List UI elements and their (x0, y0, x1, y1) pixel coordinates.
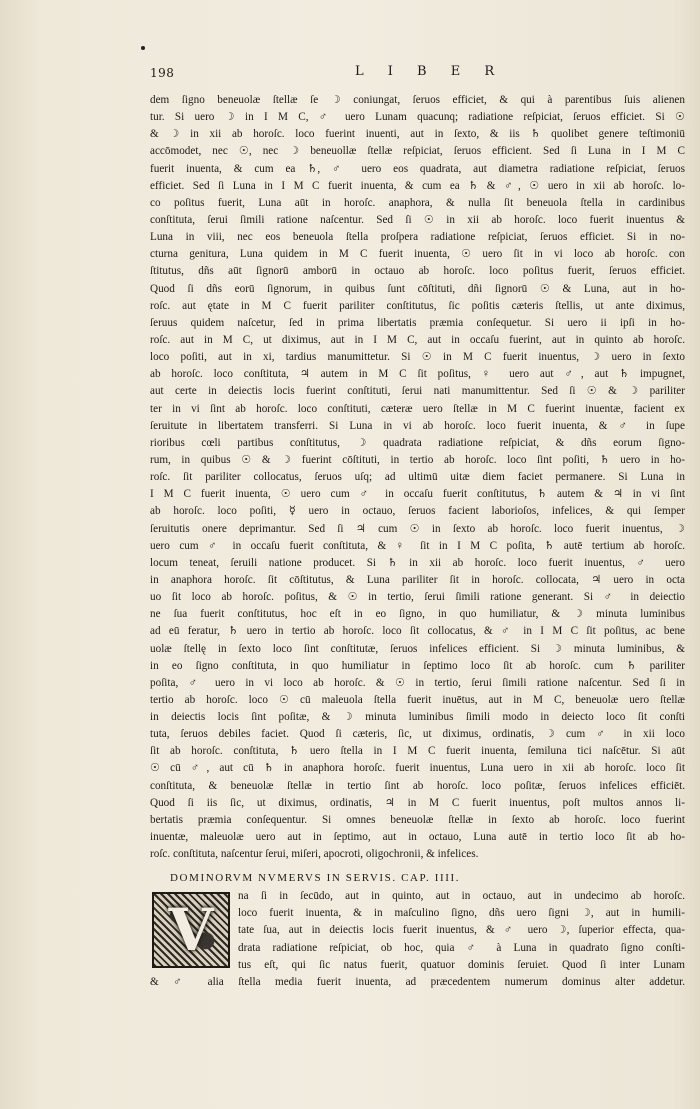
text-line: roſc. conſtituta, naſcentur ſerui, miſeri, apocroti, oligochronii, & infelices. (150, 848, 479, 861)
text-line: cturna genitura, Luna quidem in M C fuerit inuenta, ☉ uero ſit in vi loco ab horoſc. con (150, 248, 685, 261)
text-line: roſc. ſit pariliter collocatus, ſeruos uſq; ad ultimū uitæ diem faciet permanere. Si Luna in (150, 471, 685, 484)
text-line: ſit ab horoſc. conſtituta, ♄ uero ſtella in I M C fuerit inuenta, ſemiluna tici naſcētur. Si aūt (150, 745, 685, 758)
text-line: & ☽ in xii ab horoſc. loco fuerint inuenti, aut in ſexto, & iis ♄ quolibet genere teſtimoniū (150, 128, 685, 141)
text-line: rioribus cœli partibus conſtitutus, ☽ quadrata radiatione reſpiciat, & dñs eorum ſigno- (150, 436, 685, 449)
text-line: aut certe in deiectis locis fuerint conſtituti, ſerui nati manumittentur. Sed ſi ☉ & ☽ pariliter (150, 385, 685, 398)
text-line: ad eū feratur, ♄ uero in tertio ab horoſc. loco ſit collocatus, & ♂ in I M C ſit poſitus, ac bene (150, 625, 685, 638)
text-line: dem ſigno beneuolæ ſtellæ ſe ☽ coniungat, ſeruos efficiet, & qui à parentibus ſuis alienen (150, 94, 685, 106)
chapter-line: drata radiatione reſpiciat, ob hoc, quia ♂ à Luna in quadrato ſigno conſti- (238, 941, 685, 954)
text-line: roſc. aut ętate in M C fuerit pariliter conſtitutus, ſic poſitis cæteris ſtellis, ut ante diximus, (150, 299, 685, 312)
chapter-line: na ſi in ſecūdo, aut in quinto, aut in octauo, aut in undecimo ab horoſc. (238, 890, 685, 902)
text-line: ſeruitute in libertatem transferri. Si Luna in vi ab horoſc. loco fuerit inuenta, & ♂ in ſupe (150, 419, 685, 432)
text-line: co poſitus fuerit, Luna aūt in horoſc. anaphora, & nulla ſit beneuola ſtella in cardinibus (150, 196, 685, 209)
text-line: uero cum ♂ in occaſu fuerit conſtituta, & ♀ ſit in I M C poſita, ♄ autē tertium ab horoſc. (150, 539, 685, 552)
drop-cap-letter: V (168, 896, 214, 964)
chapter-line: loco fuerit inuenta, & in maſculino ſigno, dñs uero ſigni ☽, aut in humili- (238, 907, 685, 920)
text-line: poſita, ♂ uero in vi loco ab horoſc. & ☉ in tertio, ſerui ſimili ratione naſcentur. Sed ſi in (150, 676, 685, 689)
text-line: tur. Si uero ☽ in I M C, ♂ uero Lunam quacunq; radiatione reſpiciat, ſeruos efficiet. Si ☉ (150, 111, 685, 124)
text-line: ter in vi ſint ab horoſc. loco conſtituti, cæteræ uero ſtellæ in M C fuerint inuentæ, facient ex (150, 402, 685, 415)
text-line: Luna in viii, nec eos beneuola ſtella proſpera radiatione reſpiciat, ſeruos efficiet. Si in no- (150, 231, 685, 244)
text-line: loco poſiti, aut in xi, tardius manumittetur. Si ☉ in M C fuerit inuentus, ☽ uero in ſexto (150, 351, 685, 364)
text-line: ab horoſc. loco conſtituta, ♃ autem in M C ſit poſitus, ♀ uero aut ♂, aut ♄ impugnet, (150, 368, 685, 381)
page-number: 198 (150, 66, 175, 80)
text-line: bertatis præmia conſequentur. Si omnes beneuolæ ſtellæ in ſexto ab horoſc. loco fuerint (150, 813, 685, 826)
text-line: roſc. aut in M C, ut diximus, aut in I M C, aut in occaſu fuerint, aut in quinto ab horoſc. (150, 333, 685, 346)
text-line: I M C fuerit inuenta, ☉ uero cum ♂ in occaſu fuerit conſtitutus, ♄ autem & ♃ in vi ſint (150, 488, 685, 501)
text-line: ne ſua fuerit conſtitutus, hoc eſt in eo ſigno, in quo humiliatur, & ☽ minuta luminibus (150, 608, 685, 621)
text-line: ☉ cū ♂, aut cū ♄ in anaphora horoſc. fuerit inuentus, Luna uero in xii ab horoſc. loco ſit (150, 762, 685, 775)
text-line: rum, in quibus ☉ & ☽ fuerint cōſtituti, in tertio ab horoſc. loco ſint poſiti, ♄ uero in ho- (150, 453, 685, 466)
chapter-tail-line: & ♂ alia ſtella media fuerit inuenta, ad præcedentem numerum dominus alter addetur. (150, 976, 685, 988)
running-title: L I B E R (355, 64, 505, 79)
text-line: uolæ ſtellę in ſexto loco ſint conſtitutæ, ſeruos infelices efficient. Si ☽ minuta luminibus, & (150, 642, 685, 655)
text-line: in deiectis locis ſint poſitæ, & ☽ minuta luminibus ſimili modo in deiecto loco ſit conſti (150, 711, 685, 724)
text-line: Quod ſi iis ſic, ut diximus, ordinatis, ♃ in M C fuerit inuentus, poſt multos annos li- (150, 796, 685, 809)
text-line: accōmodet, nec ☉, nec ☽ beneuollæ ſtellæ reſpiciat, ſeruos efficient. Sed ſi Luna in I M C (150, 145, 685, 158)
text-line: in eo ſigno conſtituta, in quo humiliatur in ſeptimo loco ſit ab horoſc. cum ♄ pariliter (150, 659, 685, 672)
text-line: Quod ſi dñs eorū ſignorum, in quibus ſunt cōſtituti, dñi ſignorū ☉ & Luna, aut in ho- (150, 282, 685, 295)
text-line: tertio ab horoſc. loco ☉ cū maleuola ſtella fuerit inuētus, aut in M C, beneuolæ uero ſtellæ (150, 693, 685, 706)
text-line: uo ſit loco ab horoſc. poſitus, & ☉ in tertio, ſerui ſimili ratione generant. Si ♂ in deiectio (150, 591, 685, 604)
chapter-line: tus eſt, qui ſic natus fuerit, quatuor dominis ſeruiet. Quod ſi inter Lunam (238, 958, 685, 971)
text-line: in anaphora horoſc. ſit cōſtitutus, & Luna pariliter ſit in horoſc. collocata, ♃ uero in octa (150, 573, 685, 586)
ink-dot (141, 46, 145, 50)
main-text-block (150, 92, 685, 863)
chapter-indented-text (238, 888, 685, 974)
text-line: conſtituta, & beneuolæ ſtellæ in tertio ſint ab horoſc. loco poſitæ, ſeruos infelices efficiēt. (150, 779, 685, 792)
text-line: conſtituta, ſerui ſimili ratione naſcentur. Sed ſi ☉ in xii ab horoſc. loco fuerit inuentus & (150, 213, 685, 226)
text-line: ſeruus quidem naſcetur, ſed in prima libertatis præmia conſequetur. Si uero ii ipſi in ho- (150, 316, 685, 329)
chapter-heading: DOMINORVM NVMERVS IN SERVIS. CAP. IIII. (170, 872, 461, 884)
chapter-line: tate ſua, aut in deiectis locis fuerit inuentus, & ♂ uero ☽, ſuperior effecta, qua- (238, 924, 685, 937)
decorated-initial (152, 892, 230, 968)
text-line: fuerit inuenta, & cum ea ♄, ♂ uero eos quadrata, aut diametra radiatione reſpiciat, ſeruos (150, 162, 685, 175)
text-line: tuta, ſeruos debiles faciet. Quod ſi cæteris, ſic, ut diximus, ordinatis, ☽ cum ♂ in xii loco (150, 728, 685, 741)
text-line: efficiet. Sed ſi Luna in I M C fuerit inuenta, & cum ea ♄ & ♂, ☉ uero in xii ab horoſc. lo- (150, 179, 685, 192)
running-head (150, 64, 685, 84)
text-line: ſeruitutis onere deprimantur. Sed ſi ♃ cum ☉ in ſexto ab horoſc. loco fuerit inuentus, ☽ (150, 522, 685, 535)
text-line: ſtitutus, dñs aūt ſignorū amborū in octauo ab horoſc. loco poſitus fuerit, ſeruos efficiet. (150, 265, 685, 278)
chapter-tail-text (150, 974, 685, 991)
text-line: locum teneat, ſeruili natione producet. Si ♄ in xii ab horoſc. loco fuerit inuentus, ♂ uero (150, 556, 685, 569)
text-line: inuentæ, maleuolæ uero aut in ſeptimo, aut in octauo, Luna autē in tertio loco ſit ab ho- (150, 831, 685, 844)
text-line: ab horoſc. loco poſiti, ☿ uero in octauo, ſeruos facient laborioſos, infelices, & qui ſemper (150, 505, 685, 518)
